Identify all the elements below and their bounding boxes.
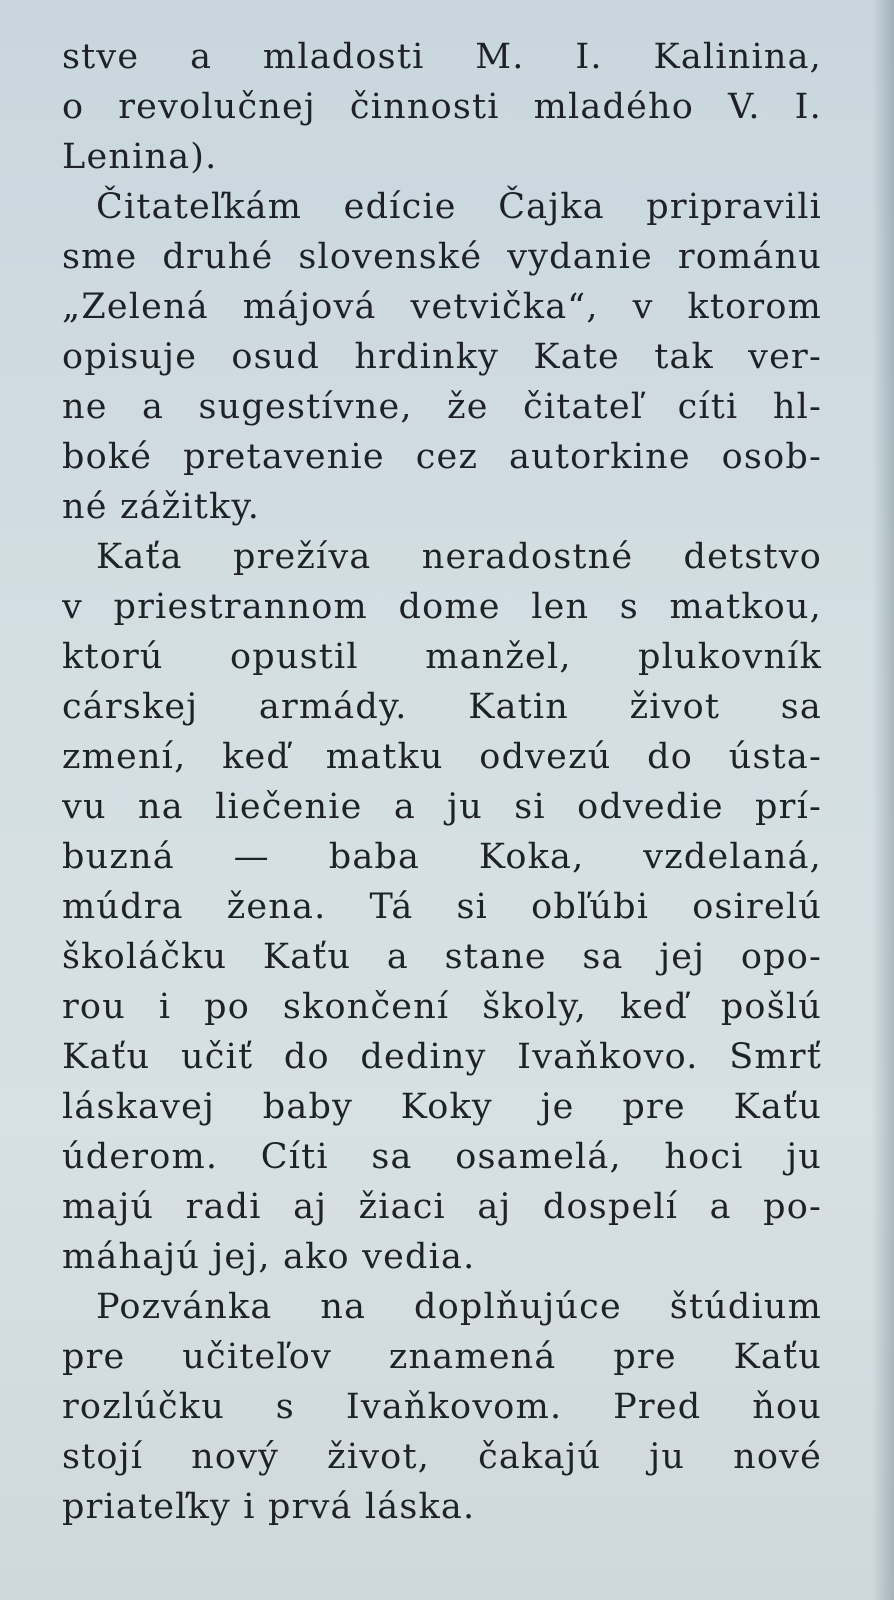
text-line: ne a sugestívne, že čitateľ cíti hl- — [62, 387, 822, 427]
text-line: pre učiteľov znamená pre Kaťu — [62, 1337, 822, 1377]
page-edge-shadow — [872, 0, 894, 1600]
text-line: Kaťa prežíva neradostné detstvo — [96, 537, 822, 577]
text-line: opisuje osud hrdinky Kate tak ver- — [62, 337, 822, 377]
text-line: stojí nový život, čakajú ju nové — [62, 1437, 822, 1477]
text-line: cárskej armády. Katin život sa — [62, 687, 822, 727]
text-line: v priestrannom dome len s matkou, — [62, 587, 822, 627]
text-line: sme druhé slovenské vydanie románu — [62, 237, 822, 277]
text-line: láskavej baby Koky je pre Kaťu — [62, 1087, 822, 1127]
text-line: rozlúčku s Ivaňkovom. Pred ňou — [62, 1387, 822, 1427]
text-line: vu na liečenie a ju si odvedie prí- — [62, 787, 822, 827]
text-line: zmení, keď matku odvezú do ústa- — [62, 737, 822, 777]
text-line: buzná — baba Koka, vzdelaná, — [62, 837, 822, 877]
text-line: múdra žena. Tá si obľúbi osirelú — [62, 887, 822, 927]
text-line: né zážitky. — [62, 487, 261, 527]
text-line: školáčku Kaťu a stane sa jej opo- — [62, 937, 822, 977]
text-line: „Zelená májová vetvička“, v ktorom — [62, 287, 822, 327]
text-line: priateľky i prvá láska. — [62, 1487, 476, 1527]
text-line: Lenina). — [62, 137, 218, 177]
text-line: Kaťu učiť do dediny Ivaňkovo. Smrť — [62, 1037, 822, 1077]
text-line: Čitateľkám edície Čajka pripravili — [96, 187, 822, 227]
text-line: rou i po skončení školy, keď pošlú — [62, 987, 822, 1027]
document-text-block — [62, 32, 822, 1532]
text-line: úderom. Cíti sa osamelá, hoci ju — [62, 1137, 822, 1177]
text-line: majú radi aj žiaci aj dospelí a po- — [62, 1187, 822, 1227]
text-line: stve a mladosti M. I. Kalinina, — [62, 37, 822, 77]
text-line: o revolučnej činnosti mladého V. I. — [62, 87, 822, 127]
text-line: máhajú jej, ako vedia. — [62, 1237, 476, 1277]
text-line: boké pretavenie cez autorkine osob- — [62, 437, 822, 477]
text-line: Pozvánka na doplňujúce štúdium — [96, 1287, 822, 1327]
text-line: ktorú opustil manžel, plukovník — [62, 637, 822, 677]
